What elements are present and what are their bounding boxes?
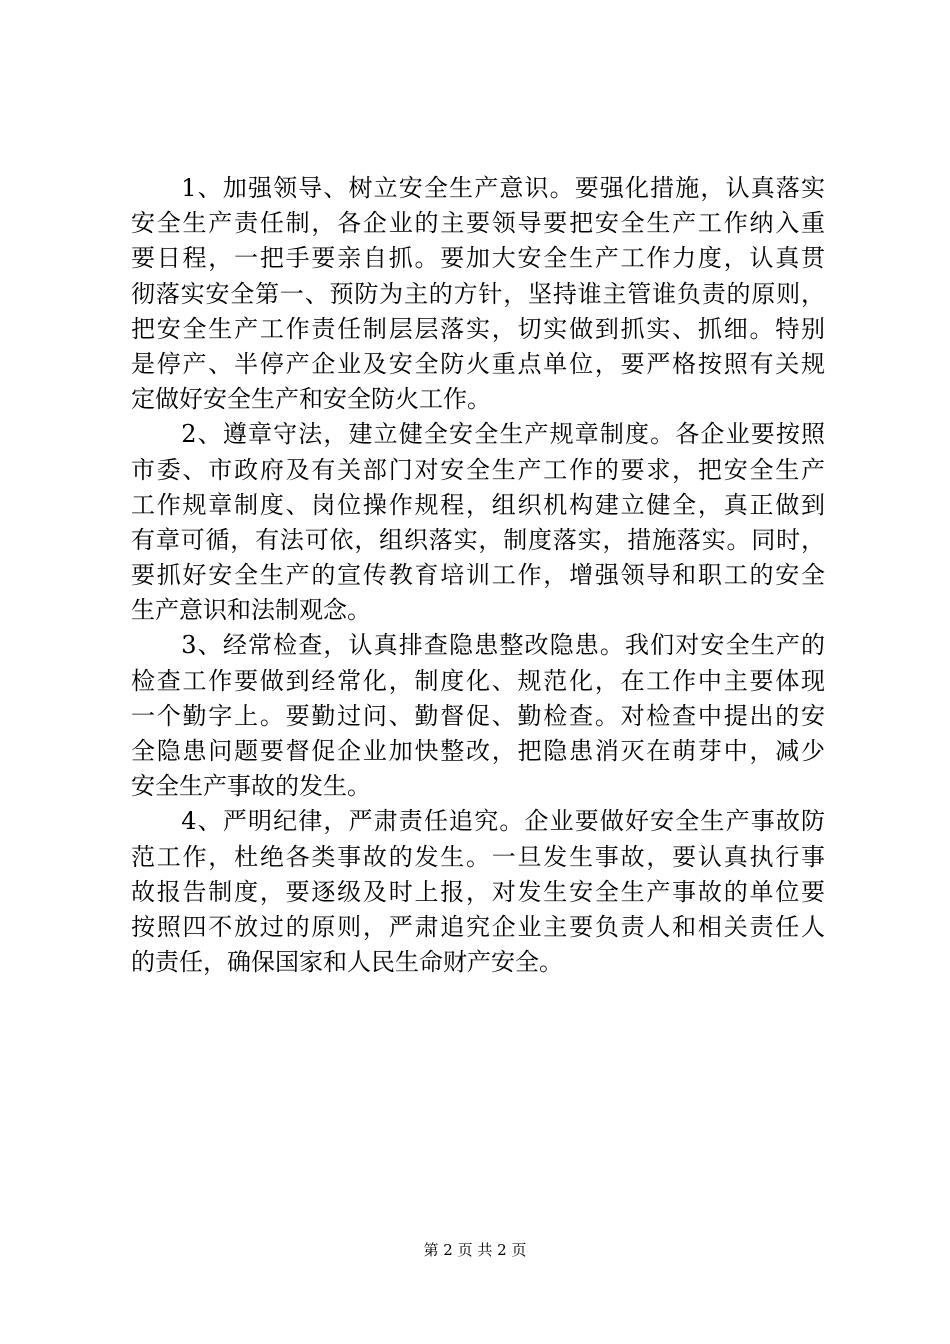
text-line: 把安全生产工作责任制层层落实，切实做到抓实、抓细。特别 [131,314,825,343]
text-line: 范工作，杜绝各类事故的发生。一旦发生事故，要认真执行事 [131,842,825,871]
document-body [131,171,825,980]
text-line: 故报告制度，要逐级及时上报，对发生安全生产事故的单位要 [131,877,825,906]
text-line: 3、经常检查，认真排查隐患整改隐患。我们对安全生产的 [131,631,825,660]
text-line: 生产意识和法制观念。 [131,596,371,625]
text-line: 要日程，一把手要亲自抓。要加大安全生产工作力度，认真贯 [131,244,825,273]
text-line: 安全生产事故的发生。 [131,772,371,801]
text-line: 4、严明纪律，严肃责任追究。企业要做好安全生产事故防 [131,807,825,836]
text-line: 1、加强领导、树立安全生产意识。要强化措施，认真落实 [131,174,825,202]
text-line: 彻落实安全第一、预防为主的方针，坚持谁主管谁负责的原则， [131,279,825,308]
page-footer: 第 2 页 共 2 页 [423,1241,527,1259]
text-line: 有章可循，有法可依，组织落实，制度落实，措施落实。同时， [131,525,825,554]
text-line: 全隐患问题要督促企业加快整改，把隐患消灭在萌芽中，减少 [131,737,825,765]
paragraph-1 [131,171,825,417]
paragraph-2 [131,417,825,628]
text-line: 一个勤字上。要勤过问、勤督促、勤检查。对检查中提出的安 [131,701,825,730]
text-line: 的责任，确保国家和人民生命财产安全。 [131,948,563,977]
text-line: 检查工作要做到经常化，制度化、规范化，在工作中主要体现 [131,666,825,695]
text-line: 是停产、半停产企业及安全防火重点单位，要严格按照有关规 [131,349,825,378]
text-line: 市委、市政府及有关部门对安全生产工作的要求，把安全生产 [131,455,825,484]
paragraph-3 [131,628,825,804]
text-line: 定做好安全生产和安全防火工作。 [131,385,491,414]
text-line: 工作规章制度、岗位操作规程，组织机构建立健全，真正做到 [131,490,825,519]
text-line: 按照四不放过的原则，严肃追究企业主要负责人和相关责任人 [131,912,825,941]
text-line: 安全生产责任制，各企业的主要领导要把安全生产工作纳入重 [131,209,825,238]
paragraph-4 [131,804,825,980]
text-line: 要抓好安全生产的宣传教育培训工作，增强领导和职工的安全 [131,561,825,590]
text-line: 2、遵章守法，建立健全安全生产规章制度。各企业要按照 [131,420,825,449]
